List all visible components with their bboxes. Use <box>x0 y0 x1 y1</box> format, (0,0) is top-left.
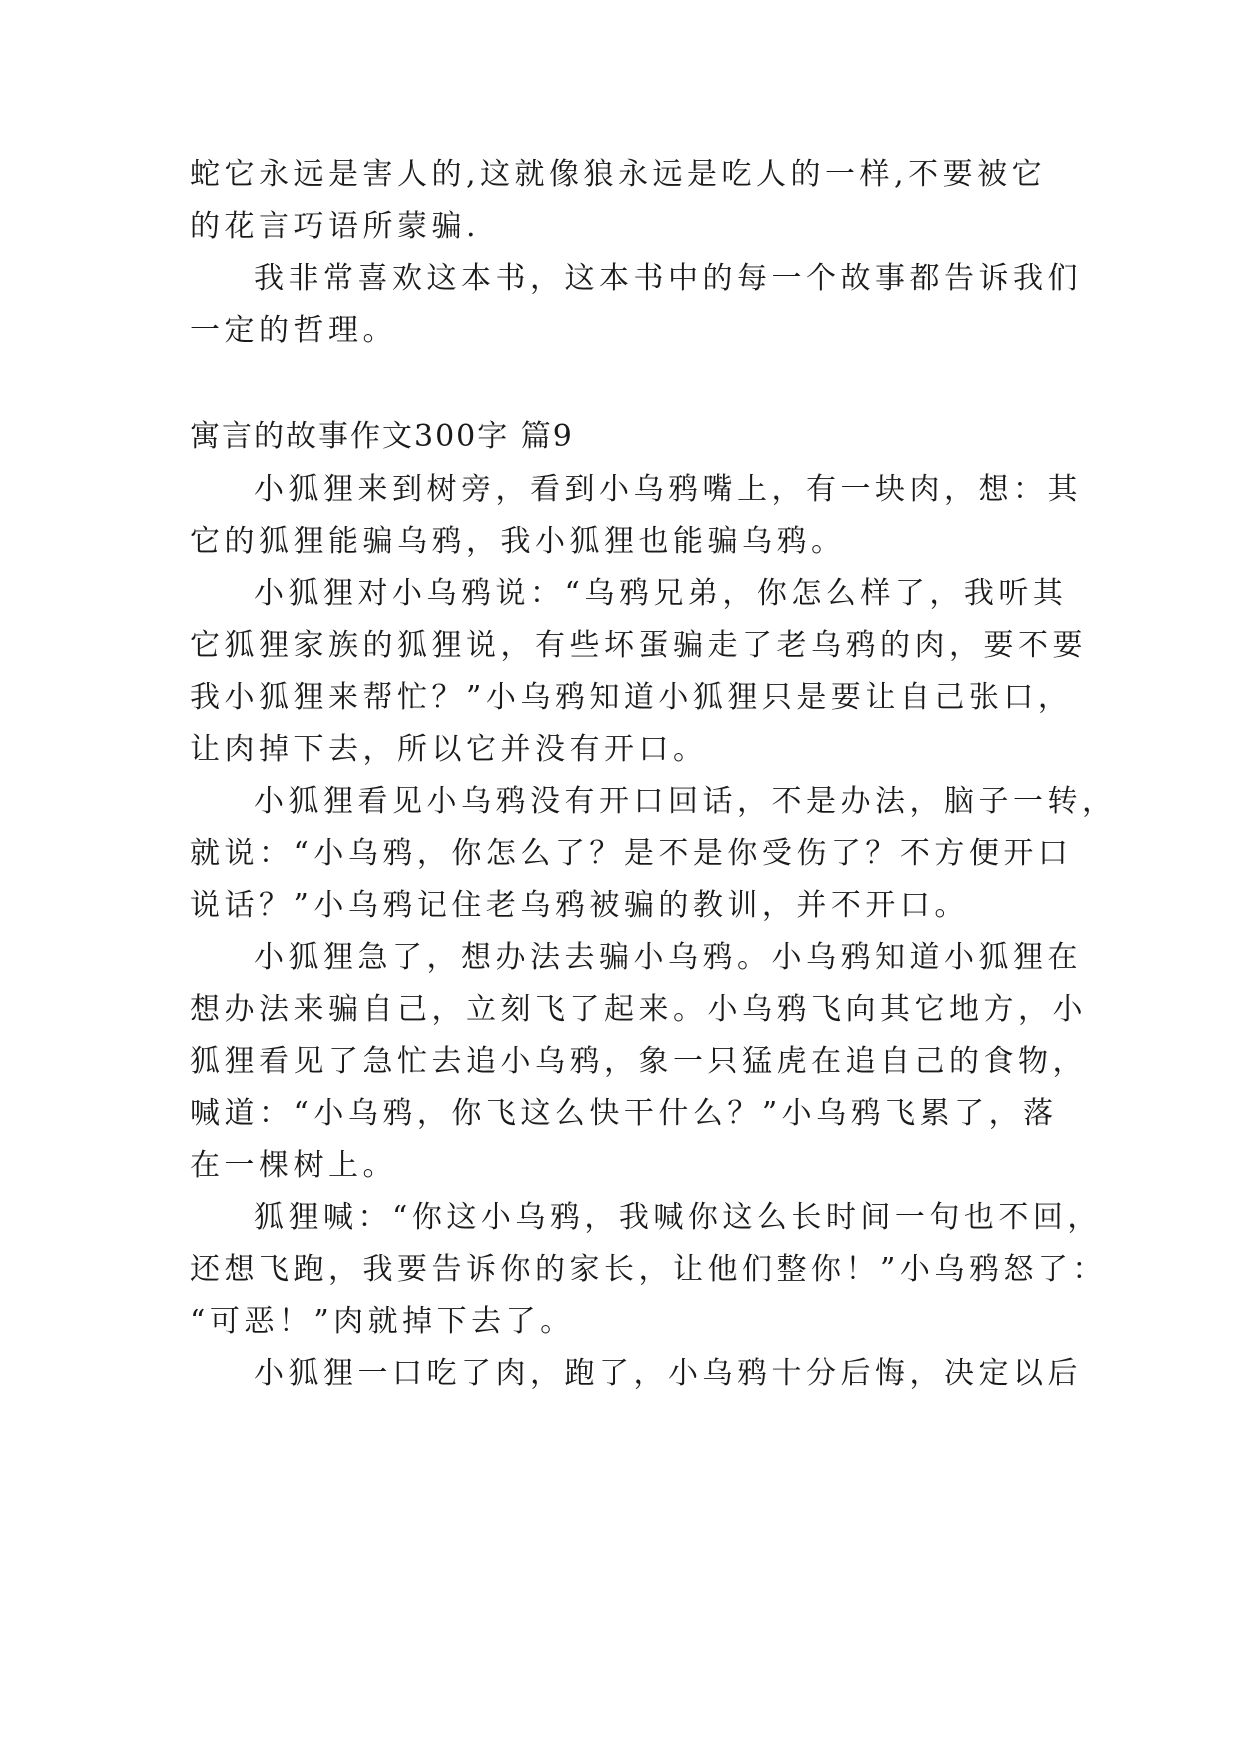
text-line: 一定的哲理。 <box>190 313 397 348</box>
text-line: “可恶！”肉就掉下去了。 <box>190 1304 575 1339</box>
text-line: 想办法来骗自己，立刻飞了起来。小乌鸦飞向其它地方，小 <box>190 992 1087 1027</box>
paragraph-start: 小狐狸看见小乌鸦没有开口回话，不是办法，脑子一转， <box>254 784 1117 819</box>
text-line: 还想飞跑，我要告诉你的家长，让他们整你！”小乌鸦怒了： <box>190 1252 1107 1287</box>
paragraph-start: 小狐狸对小乌鸦说：“乌鸦兄弟，你怎么样了，我听其 <box>254 576 1068 611</box>
text-line: 在一棵树上。 <box>190 1148 397 1183</box>
text-line: 的花言巧语所蒙骗. <box>190 209 481 244</box>
text-line: 喊道：“小乌鸦，你飞这么快干什么？”小乌鸦飞累了，落 <box>190 1096 1058 1131</box>
text-line: 它的狐狸能骗乌鸦，我小狐狸也能骗乌鸦。 <box>190 524 846 559</box>
text-line: 说话？”小乌鸦记住老乌鸦被骗的教训，并不开口。 <box>190 888 969 923</box>
paragraph-start: 我非常喜欢这本书，这本书中的每一个故事都告诉我们 <box>254 261 1082 296</box>
text-line: 蛇它永远是害人的,这就像狼永远是吃人的一样,不要被它 <box>190 157 1047 192</box>
text-line: 我小狐狸来帮忙？”小乌鸦知道小狐狸只是要让自己张口， <box>190 680 1073 715</box>
text-line: 让肉掉下去，所以它并没有开口。 <box>190 732 708 767</box>
paragraph-start: 狐狸喊：“你这小乌鸦，我喊你这么长时间一句也不回， <box>254 1200 1102 1235</box>
paragraph-start: 小狐狸来到树旁，看到小乌鸦嘴上，有一块肉，想：其 <box>254 472 1082 507</box>
section-heading: 寓言的故事作文300字 篇9 <box>190 419 574 454</box>
paragraph-start: 小狐狸急了，想办法去骗小乌鸦。小乌鸦知道小狐狸在 <box>254 940 1082 975</box>
text-line: 就说：“小乌鸦，你怎么了？是不是你受伤了？不方便开口 <box>190 836 1073 871</box>
text-line: 它狐狸家族的狐狸说，有些坏蛋骗走了老乌鸦的肉，要不要 <box>190 628 1087 663</box>
text-line: 狐狸看见了急忙去追小乌鸦，象一只猛虎在追自己的食物， <box>190 1044 1087 1079</box>
paragraph-start: 小狐狸一口吃了肉，跑了，小乌鸦十分后悔，决定以后 <box>254 1356 1082 1391</box>
